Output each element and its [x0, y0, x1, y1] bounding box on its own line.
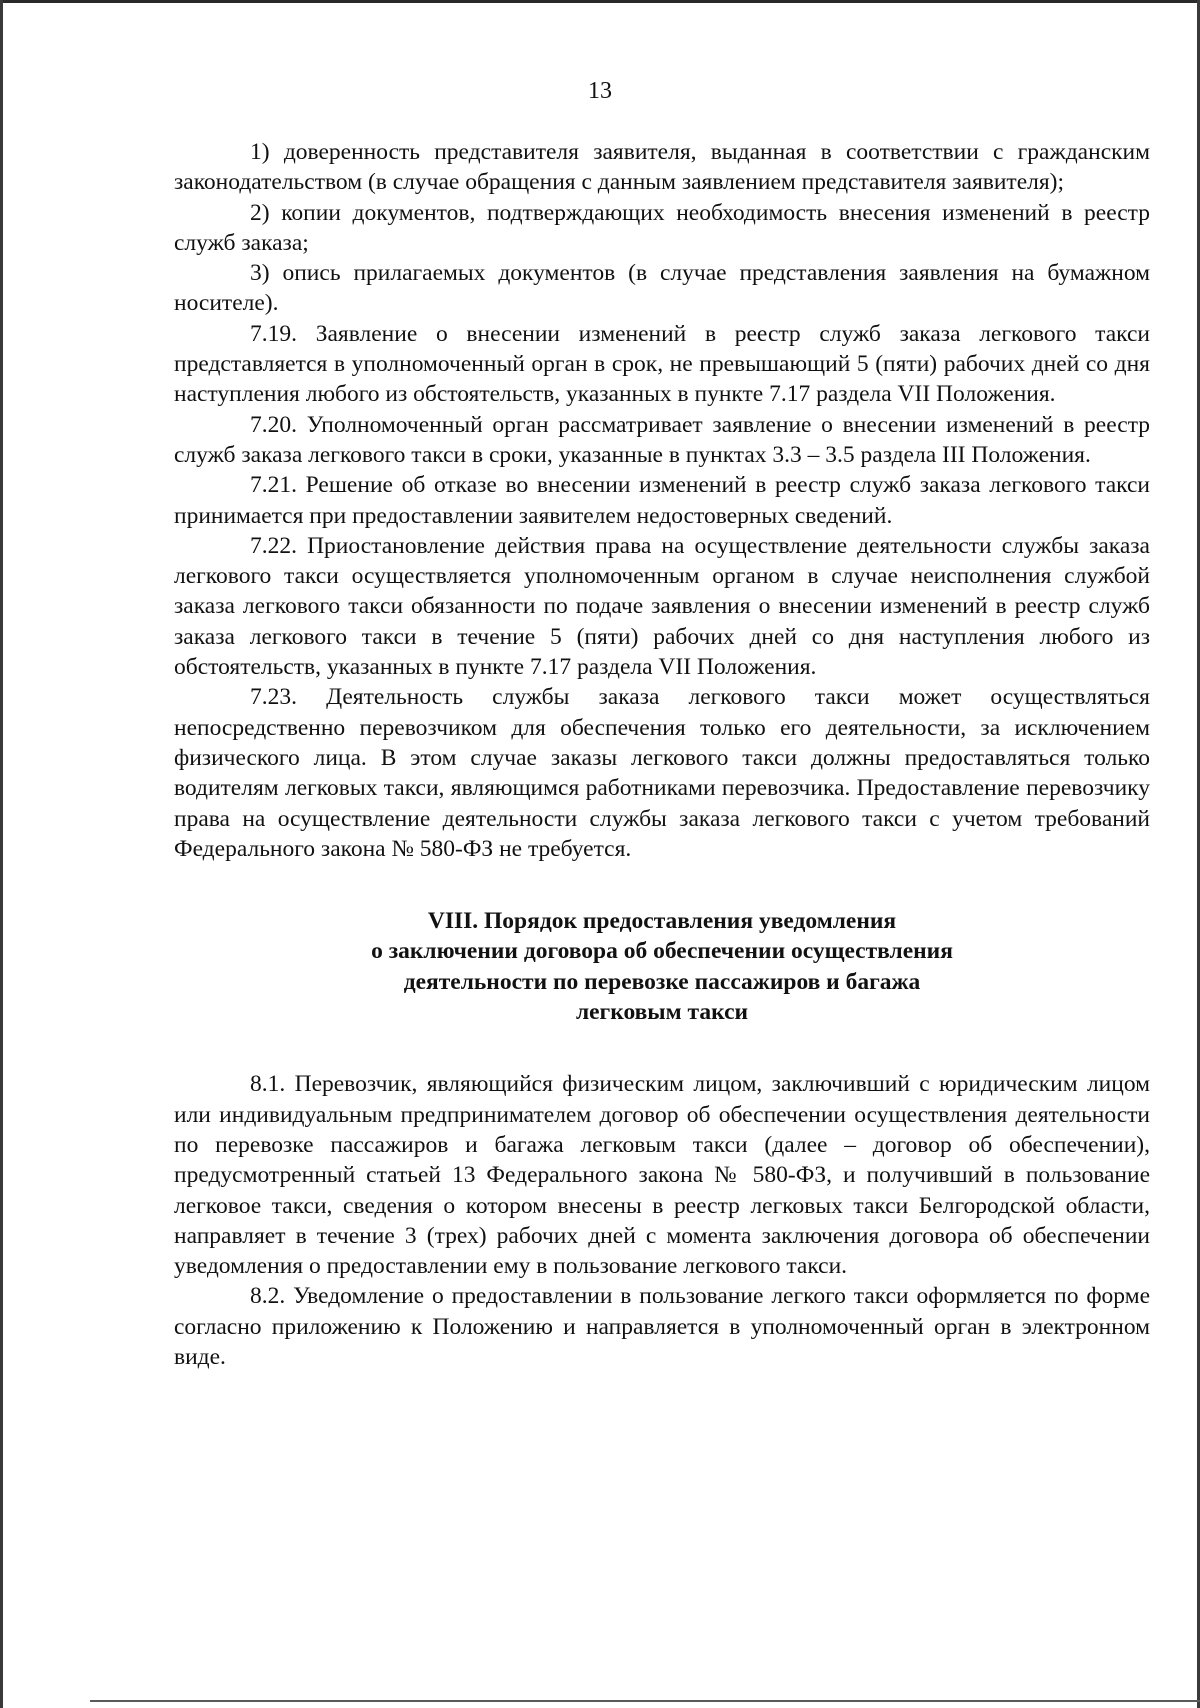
paragraph-item-3: 3) опись прилагаемых документов (в случае представления заявления на бумажном носителе).: [174, 260, 1150, 317]
section-heading-line-4: легковым такси: [575, 999, 749, 1026]
section-heading-line-2: о заключении договора об обеспечении осуществления: [371, 938, 953, 965]
scan-border-left: [0, 0, 3, 1708]
paragraph-7-20: 7.20. Уполномоченный орган рассматривает заявление о внесении изменений в реестр служб заказа легкового такси в сроки, указанные в пунктах 3.3 – 3.5 раздела III Положения.: [174, 411, 1150, 468]
paragraph-7-21: 7.21. Решение об отказе во внесении изменений в реестр служб заказа легкового такси принимается при предоставлении заявителем недостоверных сведений.: [174, 472, 1150, 529]
document-body: [174, 137, 1150, 1372]
paragraph-7-19: 7.19. Заявление о внесении изменений в реестр служб заказа легкового такси представляется в уполномоченный орган в срок, не превышающий 5 (пяти) рабочих дней со дня наступления любого из обстоятельств, указанных в пункте 7.17 раздела VII Положения.: [174, 320, 1150, 408]
section-heading-line-1: VIII. Порядок предоставления уведомления: [427, 908, 897, 935]
paragraph-item-2: 2) копии документов, подтверждающих необходимость внесения изменений в реестр служб заказа;: [174, 199, 1150, 256]
paragraph-item-1: 1) доверенность представителя заявителя, выданная в соответствии с гражданским законодательством (в случае обращения с данным заявлением представителя заявителя);: [174, 139, 1150, 196]
scan-border-top: [0, 0, 1200, 3]
section-heading-line-3: деятельности по перевозке пассажиров и багажа: [403, 968, 921, 995]
page-number: 13: [588, 78, 612, 104]
paragraph-8-1: 8.1. Перевозчик, являющийся физическим лицом, заключивший с юридическим лицом или индивидуальным предпринимателем договор об обеспечении осуществления деятельности по перевозке пассажиров и багажа легковым такси (далее – договор об обеспечении), предусмотренный статьей 13 Федерального закона № 580-ФЗ, и получивший в пользование легковое такси, сведения о котором внесены в реестр легковых такси Белгородской области, направляет в течение 3 (трех) рабочих дней с момента заключения договора об обеспечении уведомления о предоставлении ему в пользование легкового такси.: [174, 1071, 1150, 1280]
section-heading: [174, 906, 1150, 1027]
scan-border-bottom: [90, 1700, 1200, 1702]
paragraph-8-2: 8.2. Уведомление о предоставлении в пользование легкого такси оформляется по форме согласно приложению к Положению и направляется в уполномоченный орган в электронном виде.: [174, 1283, 1150, 1370]
paragraph-7-23: 7.23. Деятельность службы заказа легкового такси может осуществляться непосредственно перевозчиком для обеспечения только его деятельности, за исключением физического лица. В этом случае заказы легкового такси должны предоставляться только водителям легковых такси, являющимся работниками перевозчика. Предоставление перевозчику права на осуществление деятельности службы заказа легкового такси с учетом требований Федерального закона № 580-ФЗ не требуется.: [174, 684, 1150, 862]
paragraph-7-22: 7.22. Приостановление действия права на осуществление деятельности службы заказа легкового такси осуществляется уполномоченным органом в случае неисполнения службой заказа легкового такси обязанности по подаче заявления о внесении изменений в реестр служб заказа легкового такси в течение 5 (пяти) рабочих дней со дня наступления любого из обстоятельств, указанных в пункте 7.17 раздела VII Положения.: [174, 532, 1150, 681]
